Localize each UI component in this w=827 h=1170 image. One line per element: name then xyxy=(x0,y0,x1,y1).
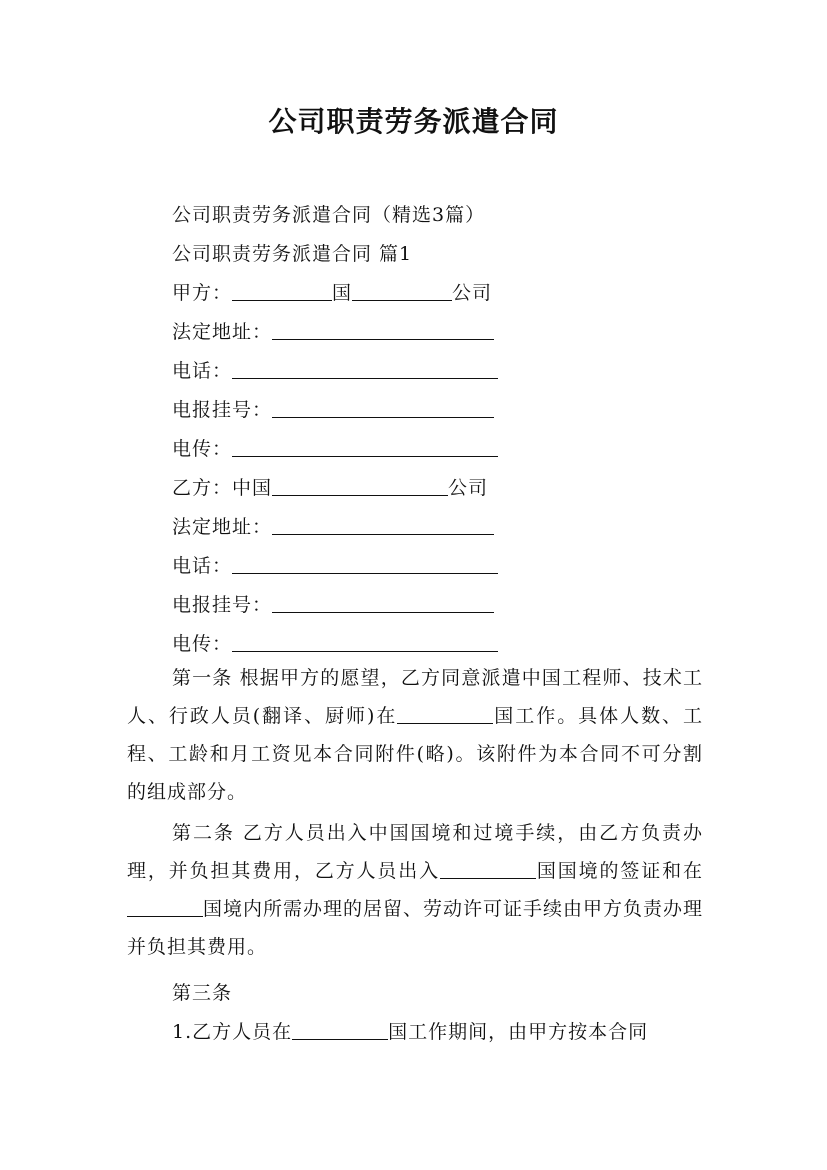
article-1-text-a: 第一条 根据甲方的愿望，乙方同意派遣中国工程师、技术工人、行政人员(翻译、厨师)在 xyxy=(127,667,703,727)
party-b-fax-label: 电传： xyxy=(172,633,233,655)
blank-field xyxy=(272,321,494,340)
document-title: 公司职责劳务派遣合同 xyxy=(268,105,559,138)
party-b-fax-line xyxy=(172,629,498,656)
party-a-line xyxy=(172,278,492,305)
party-a-address-label: 法定地址： xyxy=(172,321,273,343)
blank-field xyxy=(232,438,498,457)
party-a-telegraph-label: 电报挂号： xyxy=(172,399,273,421)
section-heading: 公司职责劳务派遣合同 篇1 xyxy=(172,243,413,265)
party-a-phone-label: 电话： xyxy=(172,360,233,382)
blank-field xyxy=(232,282,332,301)
party-b-address-line xyxy=(172,512,494,539)
article-3-item-1-text-b: 国工作期间，由甲方按本合同 xyxy=(388,1021,649,1043)
article-2-text-c: 国境内所需办理的居留、劳动许可证手续由甲方负责办理并负担其费用。 xyxy=(127,898,704,958)
party-a-address-line xyxy=(172,317,494,344)
blank-field xyxy=(232,555,498,574)
blank-field xyxy=(440,860,536,879)
party-a-phone-line xyxy=(172,356,498,383)
article-2-text-b: 国国境的签证和在 xyxy=(536,860,703,882)
blank-field xyxy=(272,516,494,535)
blank-field xyxy=(127,898,203,917)
blank-field xyxy=(397,705,493,724)
article-2-text-a: 第二条 乙方人员出入中国国境和过境手续，由乙方负责办理，并负担其费用，乙方人员出入 xyxy=(127,822,703,882)
party-a-telegraph-line xyxy=(172,395,494,422)
party-b-address-label: 法定地址： xyxy=(172,516,273,538)
article-2 xyxy=(127,814,703,966)
party-a-fax-label: 电传： xyxy=(172,438,233,460)
blank-field xyxy=(232,360,498,379)
party-a-company-label: 公司 xyxy=(452,282,493,304)
party-a-label: 甲方： xyxy=(172,282,233,304)
party-b-label: 乙方：中国 xyxy=(172,477,273,499)
party-b-phone-label: 电话： xyxy=(172,555,233,577)
blank-field xyxy=(272,477,448,496)
party-b-phone-line xyxy=(172,551,498,578)
article-3-item-1 xyxy=(172,1017,648,1044)
blank-field xyxy=(232,633,498,652)
party-a-country-label: 国 xyxy=(332,282,353,304)
party-b-telegraph-label: 电报挂号： xyxy=(172,594,273,616)
party-b-telegraph-line xyxy=(172,590,494,617)
blank-field xyxy=(272,594,494,613)
article-3-item-1-text-a: 1.乙方人员在 xyxy=(172,1021,293,1043)
article-1 xyxy=(127,659,703,811)
party-a-fax-line xyxy=(172,434,498,461)
blank-field xyxy=(352,282,452,301)
party-b-company-label: 公司 xyxy=(448,477,489,499)
party-b-line xyxy=(172,473,488,500)
document-subtitle: 公司职责劳务派遣合同（精选3篇） xyxy=(172,204,486,226)
blank-field xyxy=(292,1021,388,1040)
blank-field xyxy=(272,399,494,418)
article-1-text-b: 国工作。具体人数、工程、工龄和月工资见本合同附件(略)。该附件为本合同不可分割的组成部分。 xyxy=(127,705,703,803)
article-3-heading: 第三条 xyxy=(172,982,233,1004)
